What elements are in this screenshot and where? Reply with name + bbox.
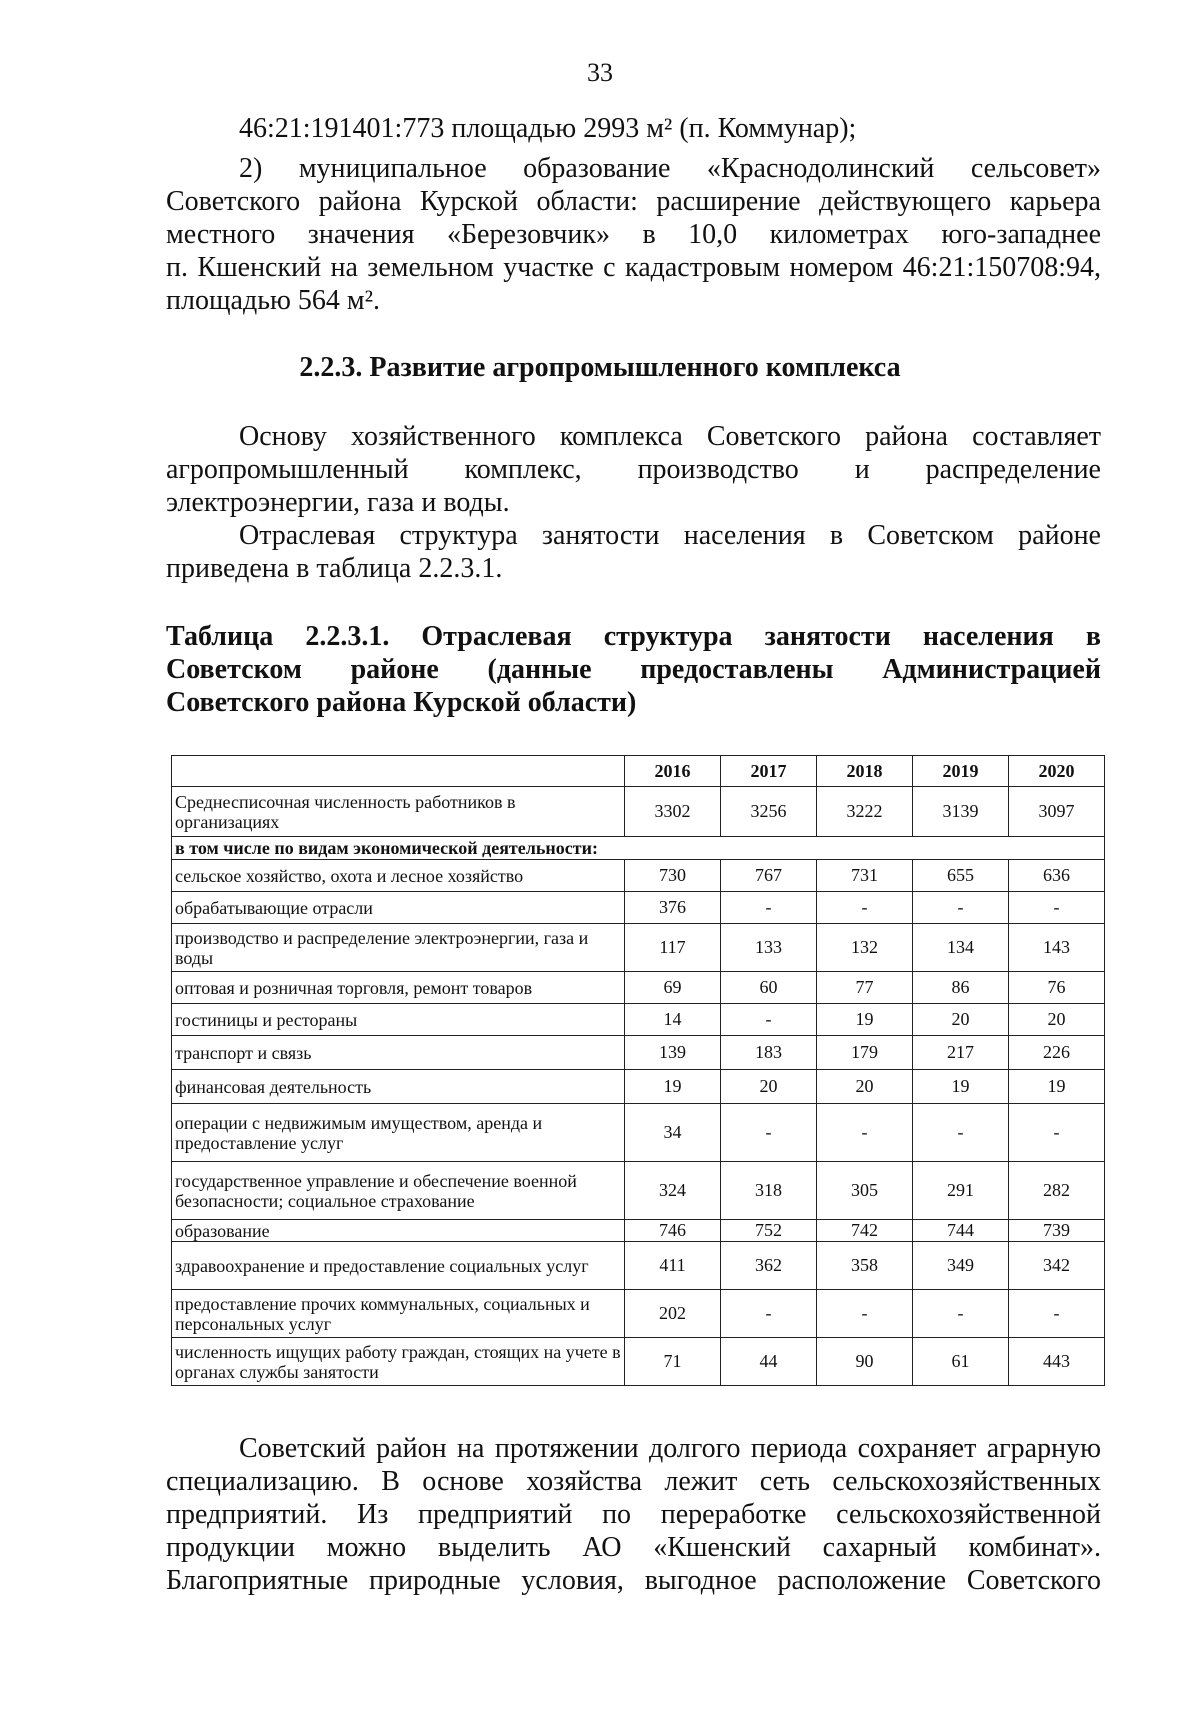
cell-value: 69 <box>625 972 721 1004</box>
cell-value: - <box>913 1104 1009 1162</box>
cell-value: 362 <box>721 1242 817 1290</box>
table-row <box>172 1070 1105 1104</box>
cell-value: 349 <box>913 1242 1009 1290</box>
cell-value: 76 <box>1009 972 1105 1004</box>
text-line: Основу хозяйственного комплекса Советского района составляет <box>239 421 1101 452</box>
cell-value: - <box>817 1290 913 1338</box>
text-line: Советский район на протяжении долгого периода сохраняет аграрную <box>239 1433 1101 1464</box>
table-row <box>172 924 1105 972</box>
paragraph-1 <box>166 420 1101 519</box>
cell-value: 291 <box>913 1162 1009 1220</box>
cell-value: 342 <box>1009 1242 1105 1290</box>
caption-line: Таблица 2.2.3.1. Отраслевая структура занятости населения в <box>166 621 1101 652</box>
cell-value: 3302 <box>625 787 721 837</box>
cell-value: 86 <box>913 972 1009 1004</box>
text-line: площадью 564 м². <box>166 285 380 316</box>
cell-value: 739 <box>1009 1220 1105 1242</box>
row-label: финансовая деятельность <box>172 1070 625 1104</box>
cell-value: 20 <box>721 1070 817 1104</box>
cell-value: 318 <box>721 1162 817 1220</box>
year-header: 2019 <box>913 756 1009 787</box>
cell-value: 358 <box>817 1242 913 1290</box>
cell-value: 3222 <box>817 787 913 837</box>
cell-value: 19 <box>1009 1070 1105 1104</box>
cell-value: - <box>721 1004 817 1036</box>
cell-value: 226 <box>1009 1036 1105 1070</box>
page-number: 33 <box>587 58 613 87</box>
text-line: приведена в таблица 2.2.3.1. <box>166 553 503 584</box>
cell-value: 202 <box>625 1290 721 1338</box>
cell-value: 14 <box>625 1004 721 1036</box>
header-empty-cell <box>172 756 625 787</box>
cell-value: 132 <box>817 924 913 972</box>
cell-value: 746 <box>625 1220 721 1242</box>
text-line: местного значения «Березовчик» в 10,0 километрах юго-западнее <box>166 219 1101 250</box>
year-header: 2018 <box>817 756 913 787</box>
text-line: агропромышленный комплекс, производство и распределение <box>166 454 1101 485</box>
cell-value: 443 <box>1009 1338 1105 1386</box>
cell-value: 282 <box>1009 1162 1105 1220</box>
table-row <box>172 972 1105 1004</box>
cell-value: 217 <box>913 1036 1009 1070</box>
cell-value: 61 <box>913 1338 1009 1386</box>
text-line: электроэнергии, газа и воды. <box>166 487 510 518</box>
table-header-row <box>172 756 1105 787</box>
text-line: 2) муниципальное образование «Краснодолинский сельсовет» <box>239 153 1101 184</box>
row-label: обрабатывающие отрасли <box>172 892 625 924</box>
cell-value: 20 <box>913 1004 1009 1036</box>
cell-value: 34 <box>625 1104 721 1162</box>
table-row-total <box>172 787 1105 837</box>
cell-value: 19 <box>625 1070 721 1104</box>
row-label: численность ищущих работу граждан, стоящих на учете в органах службы занятости <box>172 1338 625 1386</box>
cell-value: - <box>817 1104 913 1162</box>
cell-value: 376 <box>625 892 721 924</box>
table-row <box>172 1338 1105 1386</box>
paragraph-2 <box>166 519 1101 585</box>
section-label: в том числе по видам экономической деятельности: <box>172 837 1105 860</box>
year-header: 2017 <box>721 756 817 787</box>
table-row <box>172 860 1105 892</box>
cell-value: 19 <box>913 1070 1009 1104</box>
caption-line: Советском районе (данные предоставлены Администрацией <box>166 654 1101 685</box>
cell-value: 44 <box>721 1338 817 1386</box>
row-label: государственное управление и обеспечение военной безопасности; социальное страхование <box>172 1162 625 1220</box>
cell-value: - <box>1009 1290 1105 1338</box>
cell-value: - <box>1009 892 1105 924</box>
table-row <box>172 892 1105 924</box>
table-row <box>172 1290 1105 1338</box>
employment-table <box>171 755 1105 1386</box>
table-section-row <box>172 837 1105 860</box>
cell-value: 60 <box>721 972 817 1004</box>
cell-value: 77 <box>817 972 913 1004</box>
cell-value: 3097 <box>1009 787 1105 837</box>
cell-value: 117 <box>625 924 721 972</box>
cell-value: - <box>721 892 817 924</box>
cell-value: - <box>817 892 913 924</box>
cell-value: 133 <box>721 924 817 972</box>
cell-value: - <box>913 892 1009 924</box>
cell-value: 90 <box>817 1338 913 1386</box>
cell-value: 731 <box>817 860 913 892</box>
cell-value: 636 <box>1009 860 1105 892</box>
row-label: предоставление прочих коммунальных, социальных и персональных услуг <box>172 1290 625 1338</box>
row-label: оптовая и розничная торговля, ремонт товаров <box>172 972 625 1004</box>
cell-value: 411 <box>625 1242 721 1290</box>
caption-line: Советского района Курской области) <box>166 687 637 718</box>
cell-value: 143 <box>1009 924 1105 972</box>
cell-value: - <box>721 1104 817 1162</box>
row-label: Среднесписочная численность работников в организациях <box>172 787 625 837</box>
text-line: Благоприятные природные условия, выгодное расположение Советского <box>166 1565 1101 1596</box>
cell-value: 767 <box>721 860 817 892</box>
final-paragraph <box>166 1432 1101 1597</box>
row-label: операции с недвижимым имуществом, аренда и предоставление услуг <box>172 1104 625 1162</box>
cell-value: 20 <box>1009 1004 1105 1036</box>
cell-value: - <box>913 1290 1009 1338</box>
cell-value: - <box>1009 1104 1105 1162</box>
text-line: п. Кшенский на земельном участке с кадастровым номером 46:21:150708:94, <box>166 252 1101 283</box>
section-heading: 2.2.3. Развитие агропромышленного комплекса <box>299 352 901 383</box>
text-line: специализацию. В основе хозяйства лежит сеть сельскохозяйственных <box>166 1466 1101 1497</box>
cell-value: 179 <box>817 1036 913 1070</box>
cell-value: 134 <box>913 924 1009 972</box>
table-row <box>172 1162 1105 1220</box>
cell-value: 20 <box>817 1070 913 1104</box>
row-label: здравоохранение и предоставление социальных услуг <box>172 1242 625 1290</box>
cell-value: 305 <box>817 1162 913 1220</box>
cell-value: 3256 <box>721 787 817 837</box>
table-row <box>172 1004 1105 1036</box>
text-line: Советского района Курской области: расширение действующего карьера <box>166 186 1101 217</box>
item-2-paragraph <box>166 152 1101 317</box>
table-row <box>172 1242 1105 1290</box>
table-caption <box>166 620 1101 719</box>
intro-line: 46:21:191401:773 площадью 2993 м² (п. Коммунар); <box>239 113 857 144</box>
cell-value: 19 <box>817 1004 913 1036</box>
cell-value: 324 <box>625 1162 721 1220</box>
text-line: продукции можно выделить АО «Кшенский сахарный комбинат». <box>166 1532 1101 1563</box>
text-line: Отраслевая структура занятости населения в Советском районе <box>239 520 1101 551</box>
cell-value: 742 <box>817 1220 913 1242</box>
cell-value: - <box>721 1290 817 1338</box>
table-row <box>172 1220 1105 1242</box>
cell-value: 730 <box>625 860 721 892</box>
cell-value: 3139 <box>913 787 1009 837</box>
cell-value: 71 <box>625 1338 721 1386</box>
year-header: 2016 <box>625 756 721 787</box>
table-row <box>172 1104 1105 1162</box>
row-label: гостиницы и рестораны <box>172 1004 625 1036</box>
cell-value: 655 <box>913 860 1009 892</box>
row-label: производство и распределение электроэнергии, газа и воды <box>172 924 625 972</box>
row-label: транспорт и связь <box>172 1036 625 1070</box>
cell-value: 139 <box>625 1036 721 1070</box>
table-row <box>172 1036 1105 1070</box>
row-label: образование <box>172 1220 625 1242</box>
cell-value: 183 <box>721 1036 817 1070</box>
cell-value: 744 <box>913 1220 1009 1242</box>
text-line: предприятий. Из предприятий по переработке сельскохозяйственной <box>166 1499 1101 1530</box>
year-header: 2020 <box>1009 756 1105 787</box>
row-label: сельское хозяйство, охота и лесное хозяйство <box>172 860 625 892</box>
cell-value: 752 <box>721 1220 817 1242</box>
